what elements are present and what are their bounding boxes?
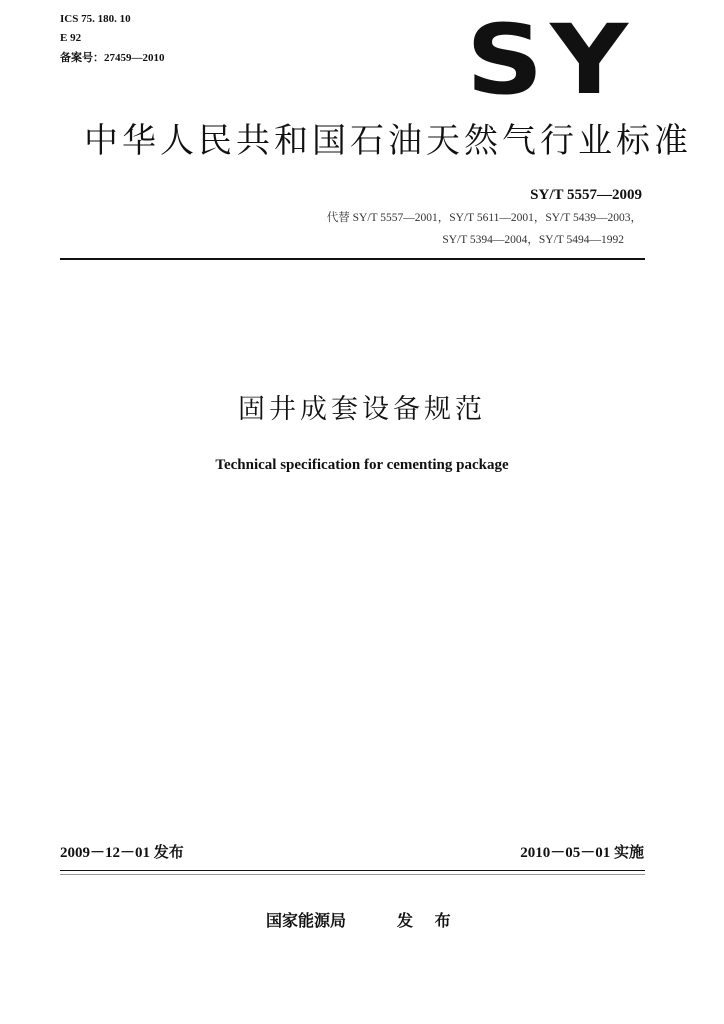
publisher-name: 国家能源局 xyxy=(266,911,347,930)
document-title-chinese: 固井成套设备规范 xyxy=(238,394,486,425)
bottom-divider xyxy=(60,870,645,871)
classification-code: E 92 xyxy=(60,32,82,44)
replaces-standards-line-2: SY/T 5394—2004，SY/T 5494—1992 xyxy=(442,234,624,246)
replaces-standards-line-1: 代替 SY/T 5557—2001，SY/T 5611—2001，SY/T 5439—2003， xyxy=(326,212,642,224)
industry-standard-title: 中华人民共和国石油天然气行业标准 xyxy=(84,121,692,161)
bottom-divider-thin xyxy=(60,874,645,875)
issue-date: 2009－12－01 发布 xyxy=(60,845,184,861)
implementation-date: 2010－05－01 实施 xyxy=(520,845,644,861)
standard-number: SY/T 5557—2009 xyxy=(530,187,642,203)
ics-code: ICS 75. 180. 10 xyxy=(60,13,131,25)
sy-logo: SY xyxy=(466,4,635,116)
top-divider xyxy=(60,258,645,260)
document-title-english: Technical specification for cementing package xyxy=(215,457,509,473)
publish-label: 发 布 xyxy=(397,911,459,930)
record-number: 备案号：27459—2010 xyxy=(60,52,165,64)
